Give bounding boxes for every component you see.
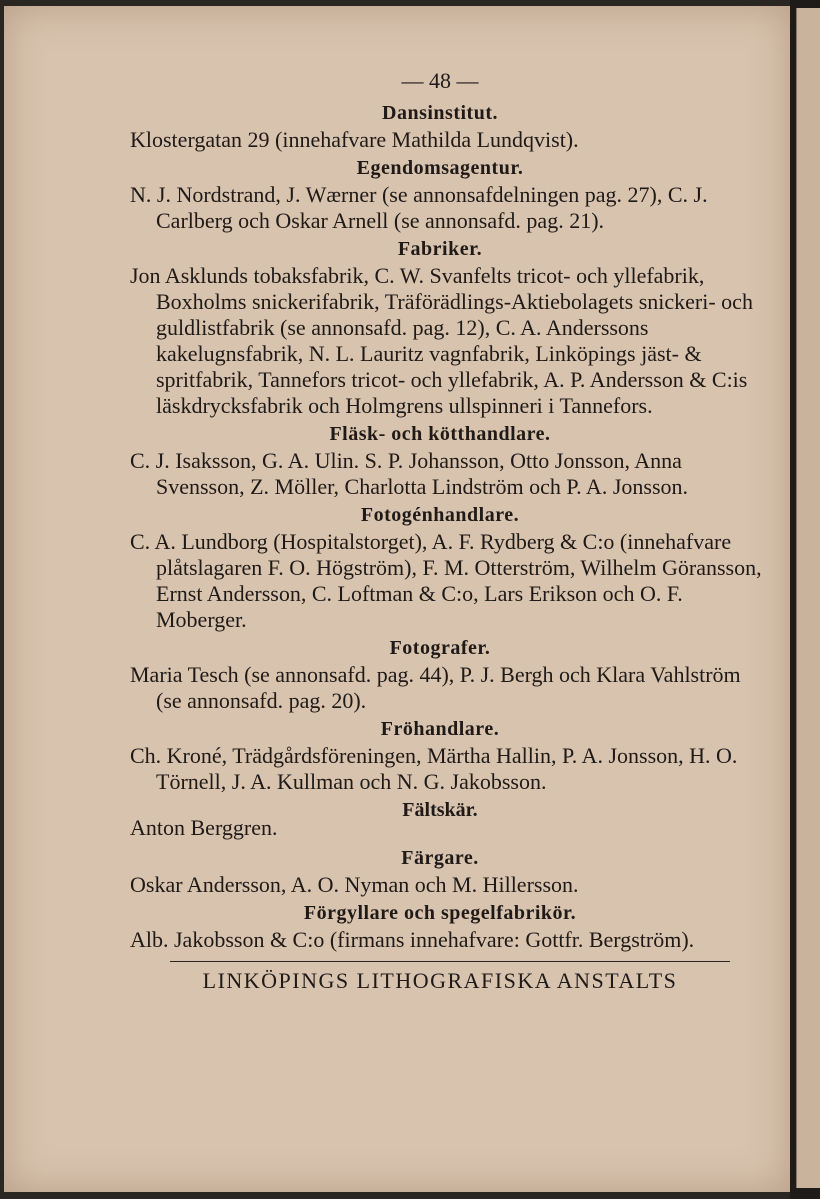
heading-frohandlare: Fröhandlare. xyxy=(380,718,500,740)
entry-fotogenhandlare: C. A. Lundborg (Hospitalstorget), A. F. Rydberg & C:o (innehafvare plåtslagaren F. O. Högström), F. M. Otterström, Wilhelm Göransson, Ernst Andersson, C. Loftman & C:o, Lars Erikson och O. F. Moberger. xyxy=(130,529,762,632)
heading-faltskar: Fältskär. xyxy=(402,799,478,821)
heading-fotografer: Fotografer. xyxy=(389,637,491,659)
heading-fotogenhandlare: Fotogénhandlare. xyxy=(360,504,520,526)
footer-rule xyxy=(170,961,730,962)
printer-footer: LINKÖPINGS LITHOGRAFISKA ANSTALTS xyxy=(202,968,678,993)
entry-dansinstitut: Klostergatan 29 (innehafvare Mathilda Lundqvist). xyxy=(130,127,579,152)
faltskar-row xyxy=(130,799,770,840)
heading-forgyllare: Förgyllare och spegelfabrikör. xyxy=(303,902,577,924)
heading-egendomsagentur: Egendomsagentur. xyxy=(356,157,524,179)
entry-flask-och-kotthandlare: C. J. Isaksson, G. A. Ulin. S. P. Johansson, Otto Jonsson, Anna Svensson, Z. Möller, Charlotta Lindström och P. A. Jonsson. xyxy=(130,448,689,499)
page-text xyxy=(130,68,770,994)
heading-flask-och-kotthandlare: Fläsk- och kötthandlare. xyxy=(329,423,551,445)
entry-egendomsagentur: N. J. Nordstrand, J. Wærner (se annonsafdelningen pag. 27), C. J. Carlberg och Oskar Arnell (se annonsafd. pag. 21). xyxy=(130,182,708,233)
entry-fargare: Oskar Andersson, A. O. Nyman och M. Hillersson. xyxy=(130,872,579,897)
entry-frohandlare: Ch. Kroné, Trädgårdsföreningen, Märtha Hallin, P. A. Jonsson, H. O. Törnell, J. A. Kullman och N. G. Jakobsson. xyxy=(130,743,738,794)
heading-fabriker: Fabriker. xyxy=(397,238,483,260)
next-page-edge xyxy=(796,8,820,1188)
entry-faltskar: Anton Berggren. xyxy=(130,815,278,840)
heading-fargare: Färgare. xyxy=(401,847,479,869)
page-number: — 48 — xyxy=(401,68,479,93)
document-page xyxy=(4,6,790,1192)
entry-fabriker: Jon Asklunds tobaksfabrik, C. W. Svanfelts tricot- och yllefabrik, Boxholms snickerifabrik, Träförädlings-Aktiebolagets snickeri- och guldlistfabrik (se annonsafd. pag. 12), C. A. Anderssons kakelugnsfabrik, N. L. Lauritz vagnfabrik, Linköpings jäst- & spritfabrik, Tannefors tricot- och yllefabrik, A. P. Andersson & C:is läskdrycksfabrik och Holmgrens ullspinneri i Tannefors. xyxy=(130,263,753,418)
heading-dansinstitut: Dansinstitut. xyxy=(382,102,498,124)
entry-forgyllare: Alb. Jakobsson & C:o (firmans innehafvare: Gottfr. Bergström). xyxy=(130,927,695,952)
entry-fotografer: Maria Tesch (se annonsafd. pag. 44), P. J. Bergh och Klara Vahlström (se annonsafd. pag. 20). xyxy=(130,662,741,713)
